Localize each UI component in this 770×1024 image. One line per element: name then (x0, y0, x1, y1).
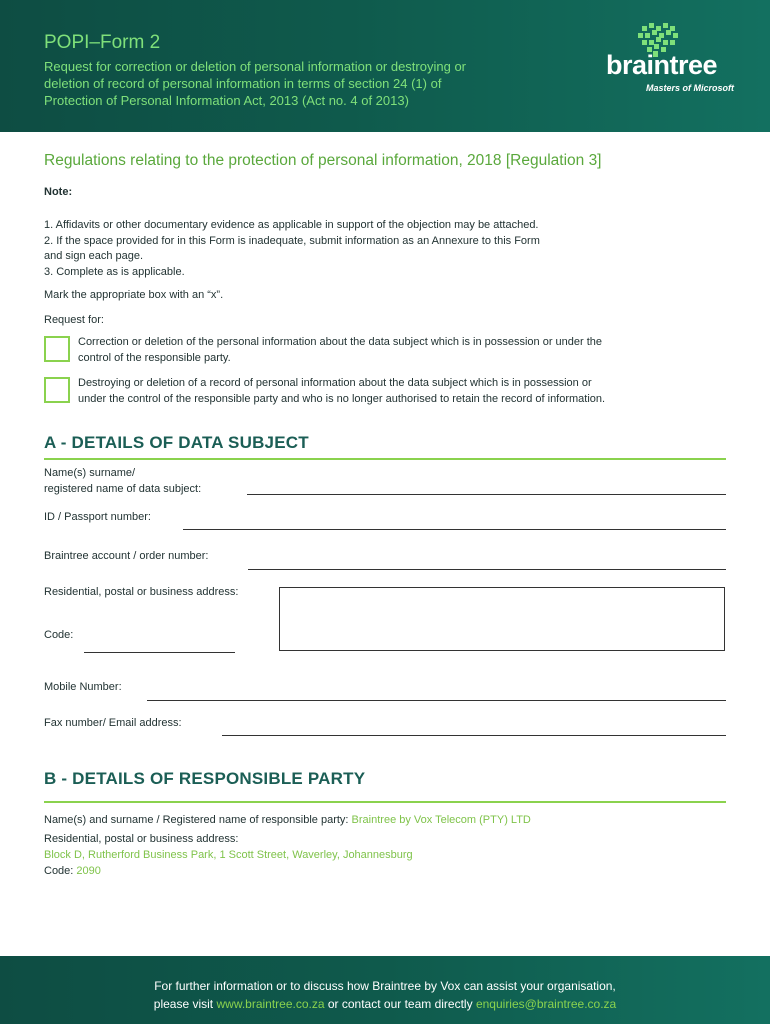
note-line: and sign each page. (44, 250, 144, 263)
section-b-title: B - DETAILS OF RESPONSIBLE PARTY (44, 769, 366, 788)
note-line: 3. Complete as is applicable. (44, 265, 185, 278)
responsible-party-name-row (44, 813, 531, 829)
section-b-divider (44, 801, 726, 803)
responsible-party-address-value: Block D, Rutherford Business Park, 1 Scott Street, Waverley, Johannesburg (44, 849, 413, 861)
footer-line-1: For further information or to discuss how Braintree by Vox can assist your organisation, (154, 979, 616, 993)
subject-address-label: Residential, postal or business address: (44, 586, 239, 598)
destroy-record-checkbox[interactable] (44, 377, 70, 403)
footer-banner (0, 956, 770, 1024)
responsible-party-code-value: 2090 (76, 865, 101, 877)
responsible-party-code-label: Code: (44, 865, 74, 877)
form-subtitle (44, 58, 584, 109)
note-list (44, 218, 654, 280)
regulations-heading: Regulations relating to the protection of personal information, 2018 [Regulation 3] (44, 152, 602, 169)
email-link[interactable]: enquiries@braintree.co.za (475, 997, 617, 1011)
correction-checkbox[interactable] (44, 336, 70, 362)
responsible-party-name-value: Braintree by Vox Telecom (PTY) LTD (351, 814, 531, 826)
header-banner (0, 0, 770, 132)
subject-code-field[interactable] (84, 652, 235, 653)
logo-wordmark: braintree (606, 50, 718, 80)
data-subject-name-label (44, 466, 201, 497)
option-line: Correction or deletion of the personal information about the data subject which is in possession or under the (78, 336, 603, 348)
fax-email-label: Fax number/ Email address: (44, 717, 182, 729)
note-title: Note: (44, 186, 73, 198)
footer-middle: or contact our team directly (327, 997, 473, 1011)
section-a-title: A - DETAILS OF DATA SUBJECT (44, 433, 309, 452)
label-line: Name(s) surname/ (44, 467, 136, 479)
option-line: control of the responsible party. (78, 351, 231, 364)
account-number-field[interactable] (248, 569, 726, 570)
form-subtitle-line: deletion of record of personal information in terms of section 24 (1) of (44, 76, 442, 91)
note-line: 2. If the space provided for in this Form is inadequate, submit information as an Annexure to this Form (44, 234, 540, 247)
option-line: Destroying or deletion of a record of personal information about the data subject which is in possession or (78, 377, 592, 389)
mobile-number-label: Mobile Number: (44, 681, 122, 693)
form-subtitle-line: Protection of Personal Information Act, 2013 (Act no. 4 of 2013) (44, 93, 409, 108)
data-subject-name-field[interactable] (247, 494, 726, 495)
destroy-option-text (78, 376, 728, 407)
subject-code-label: Code: (44, 629, 74, 641)
id-passport-field[interactable] (183, 529, 726, 530)
responsible-party-name-label: Name(s) and surname / Registered name of responsible party: (44, 814, 349, 826)
website-link[interactable]: www.braintree.co.za (216, 997, 325, 1011)
option-line: under the control of the responsible party and who is no longer authorised to retain the record of information. (78, 392, 606, 405)
account-number-label: Braintree account / order number: (44, 550, 209, 562)
logo-tagline: Masters of Microsoft (646, 83, 735, 93)
section-a-divider (44, 458, 726, 460)
subject-address-field[interactable] (279, 587, 725, 651)
request-for-label: Request for: (44, 314, 104, 326)
footer-prefix: please visit (153, 997, 214, 1011)
footer-text (0, 977, 770, 1013)
footer-line-2 (0, 995, 770, 1013)
responsible-party-code-row (44, 864, 101, 880)
mark-instruction: Mark the appropriate box with an “x”. (44, 289, 224, 301)
id-passport-label: ID / Passport number: (44, 511, 151, 523)
label-line: registered name of data subject: (44, 482, 202, 495)
braintree-logo (598, 20, 748, 100)
note-line: 1. Affidavits or other documentary evidence as applicable in support of the objection may be attached. (44, 219, 539, 231)
responsible-party-address-label: Residential, postal or business address: (44, 833, 239, 845)
mobile-number-field[interactable] (147, 700, 726, 701)
form-title: POPI–Form 2 (44, 32, 161, 53)
correction-option-text (78, 335, 728, 366)
fax-email-field[interactable] (222, 735, 726, 736)
form-subtitle-line: Request for correction or deletion of personal information or destroying or (44, 59, 466, 74)
